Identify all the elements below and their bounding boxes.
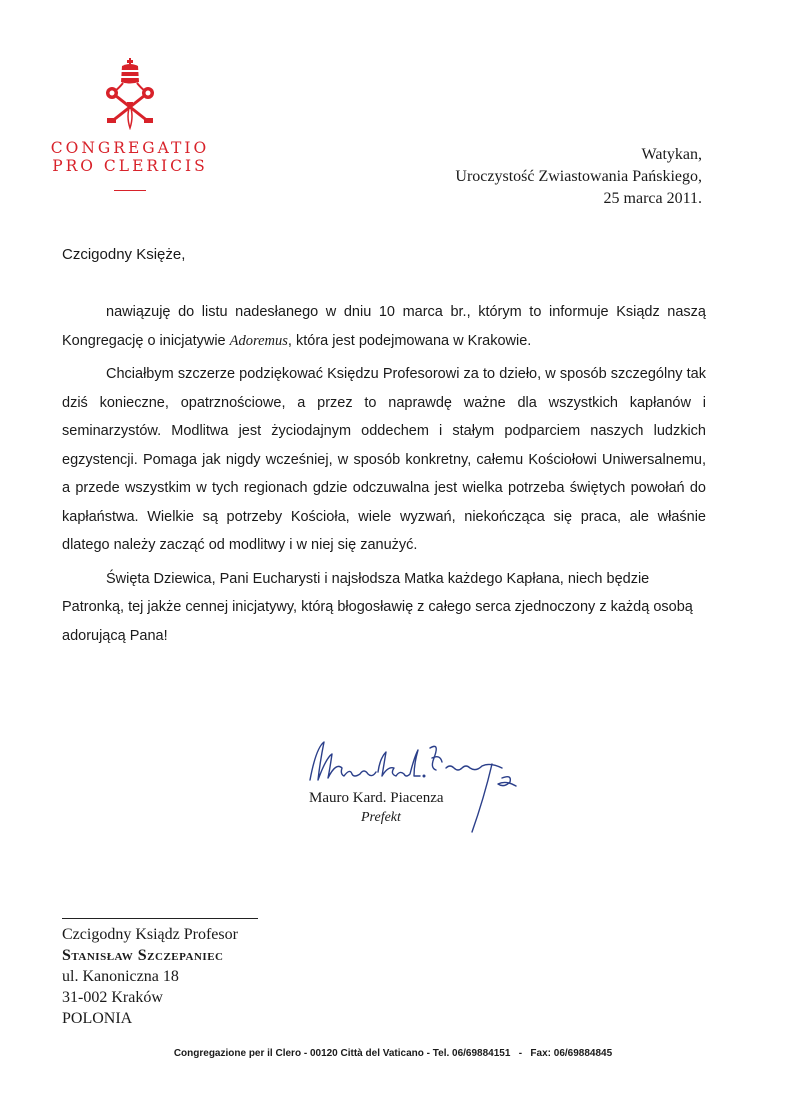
salutation: Czcigodny Księże, xyxy=(62,246,186,263)
recipient-address xyxy=(62,924,238,1029)
paragraph-1-text: nawiązuję do listu nadesłanego w dniu 10 marca br., którym to informuje Ksiądz naszą Kongregację o inicjatywie xyxy=(62,304,706,349)
address-country: POLONIA xyxy=(62,1010,133,1027)
handwritten-signature xyxy=(306,728,521,840)
signatory-name: Mauro Kard. Piacenza xyxy=(309,790,444,806)
address-city: 31-002 Kraków xyxy=(62,989,163,1006)
recipient-name: Stanisław Szczepaniec xyxy=(62,947,224,964)
initiative-name: Adoremus xyxy=(229,332,288,349)
paragraph-1 xyxy=(62,298,706,355)
footer-contact: Congregazione per il Clero - 00120 Città del Vaticano - Tel. 06/69884151 - Fax: 06/69884845 xyxy=(173,1048,613,1059)
signatory-title: Prefekt xyxy=(361,810,401,825)
occasion: Uroczystość Zwiastowania Pańskiego, xyxy=(455,168,702,185)
place: Watykan, xyxy=(641,146,702,163)
paragraph-1-tail: , która jest podejmowana w Krakowie. xyxy=(287,332,532,349)
papal-crest-icon xyxy=(101,58,159,130)
date: 25 marca 2011. xyxy=(603,190,702,207)
address-line-1: Czcigodny Ksiądz Profesor xyxy=(62,926,238,943)
address-divider xyxy=(62,918,258,919)
letterhead-divider xyxy=(114,190,146,191)
paragraph-3: Święta Dziewica, Pani Eucharysti i najsłodsza Matka każdego Kapłana, niech będzie Patronką, tej jakże cennej inicjatywy, którą błogosławię z całego serca zjednoczony z każdą osobą adorującą Pana! xyxy=(62,570,693,644)
letterhead-line-1: CONGREGATIO xyxy=(50,139,210,157)
letterhead-line-2: PRO CLERICIS xyxy=(52,157,208,175)
place-date-block xyxy=(455,144,702,210)
letter-body xyxy=(62,298,706,655)
address-street: ul. Kanoniczna 18 xyxy=(62,968,179,985)
paragraph-2: Chciałbym szczerze podziękować Księdzu Profesorowi za to dzieło, w sposób szczególny tak dziś konieczne, opatrznościowe, a przez to naprawdę ważne dla wszystkich kapłanów i seminarzystów. Modlitwa jest życiodajnym oddechem i stałym podparciem naszych ludzkich egzystencji. Pomaga jak nigdy wcześniej, w sposób konkretny, całemu Kościołowi Uniwersalnemu, a przede wszystkim w tych regionach gdzie odczuwalna jest wielka potrzeba świętych powołań do kapłaństwa. Wielkie są potrzeby Kościoła, wiele wyzwań, niekończąca się praca, ale właśnie dlatego należy zacząć od modlitwy i w niej się zanużyć. xyxy=(62,366,706,553)
